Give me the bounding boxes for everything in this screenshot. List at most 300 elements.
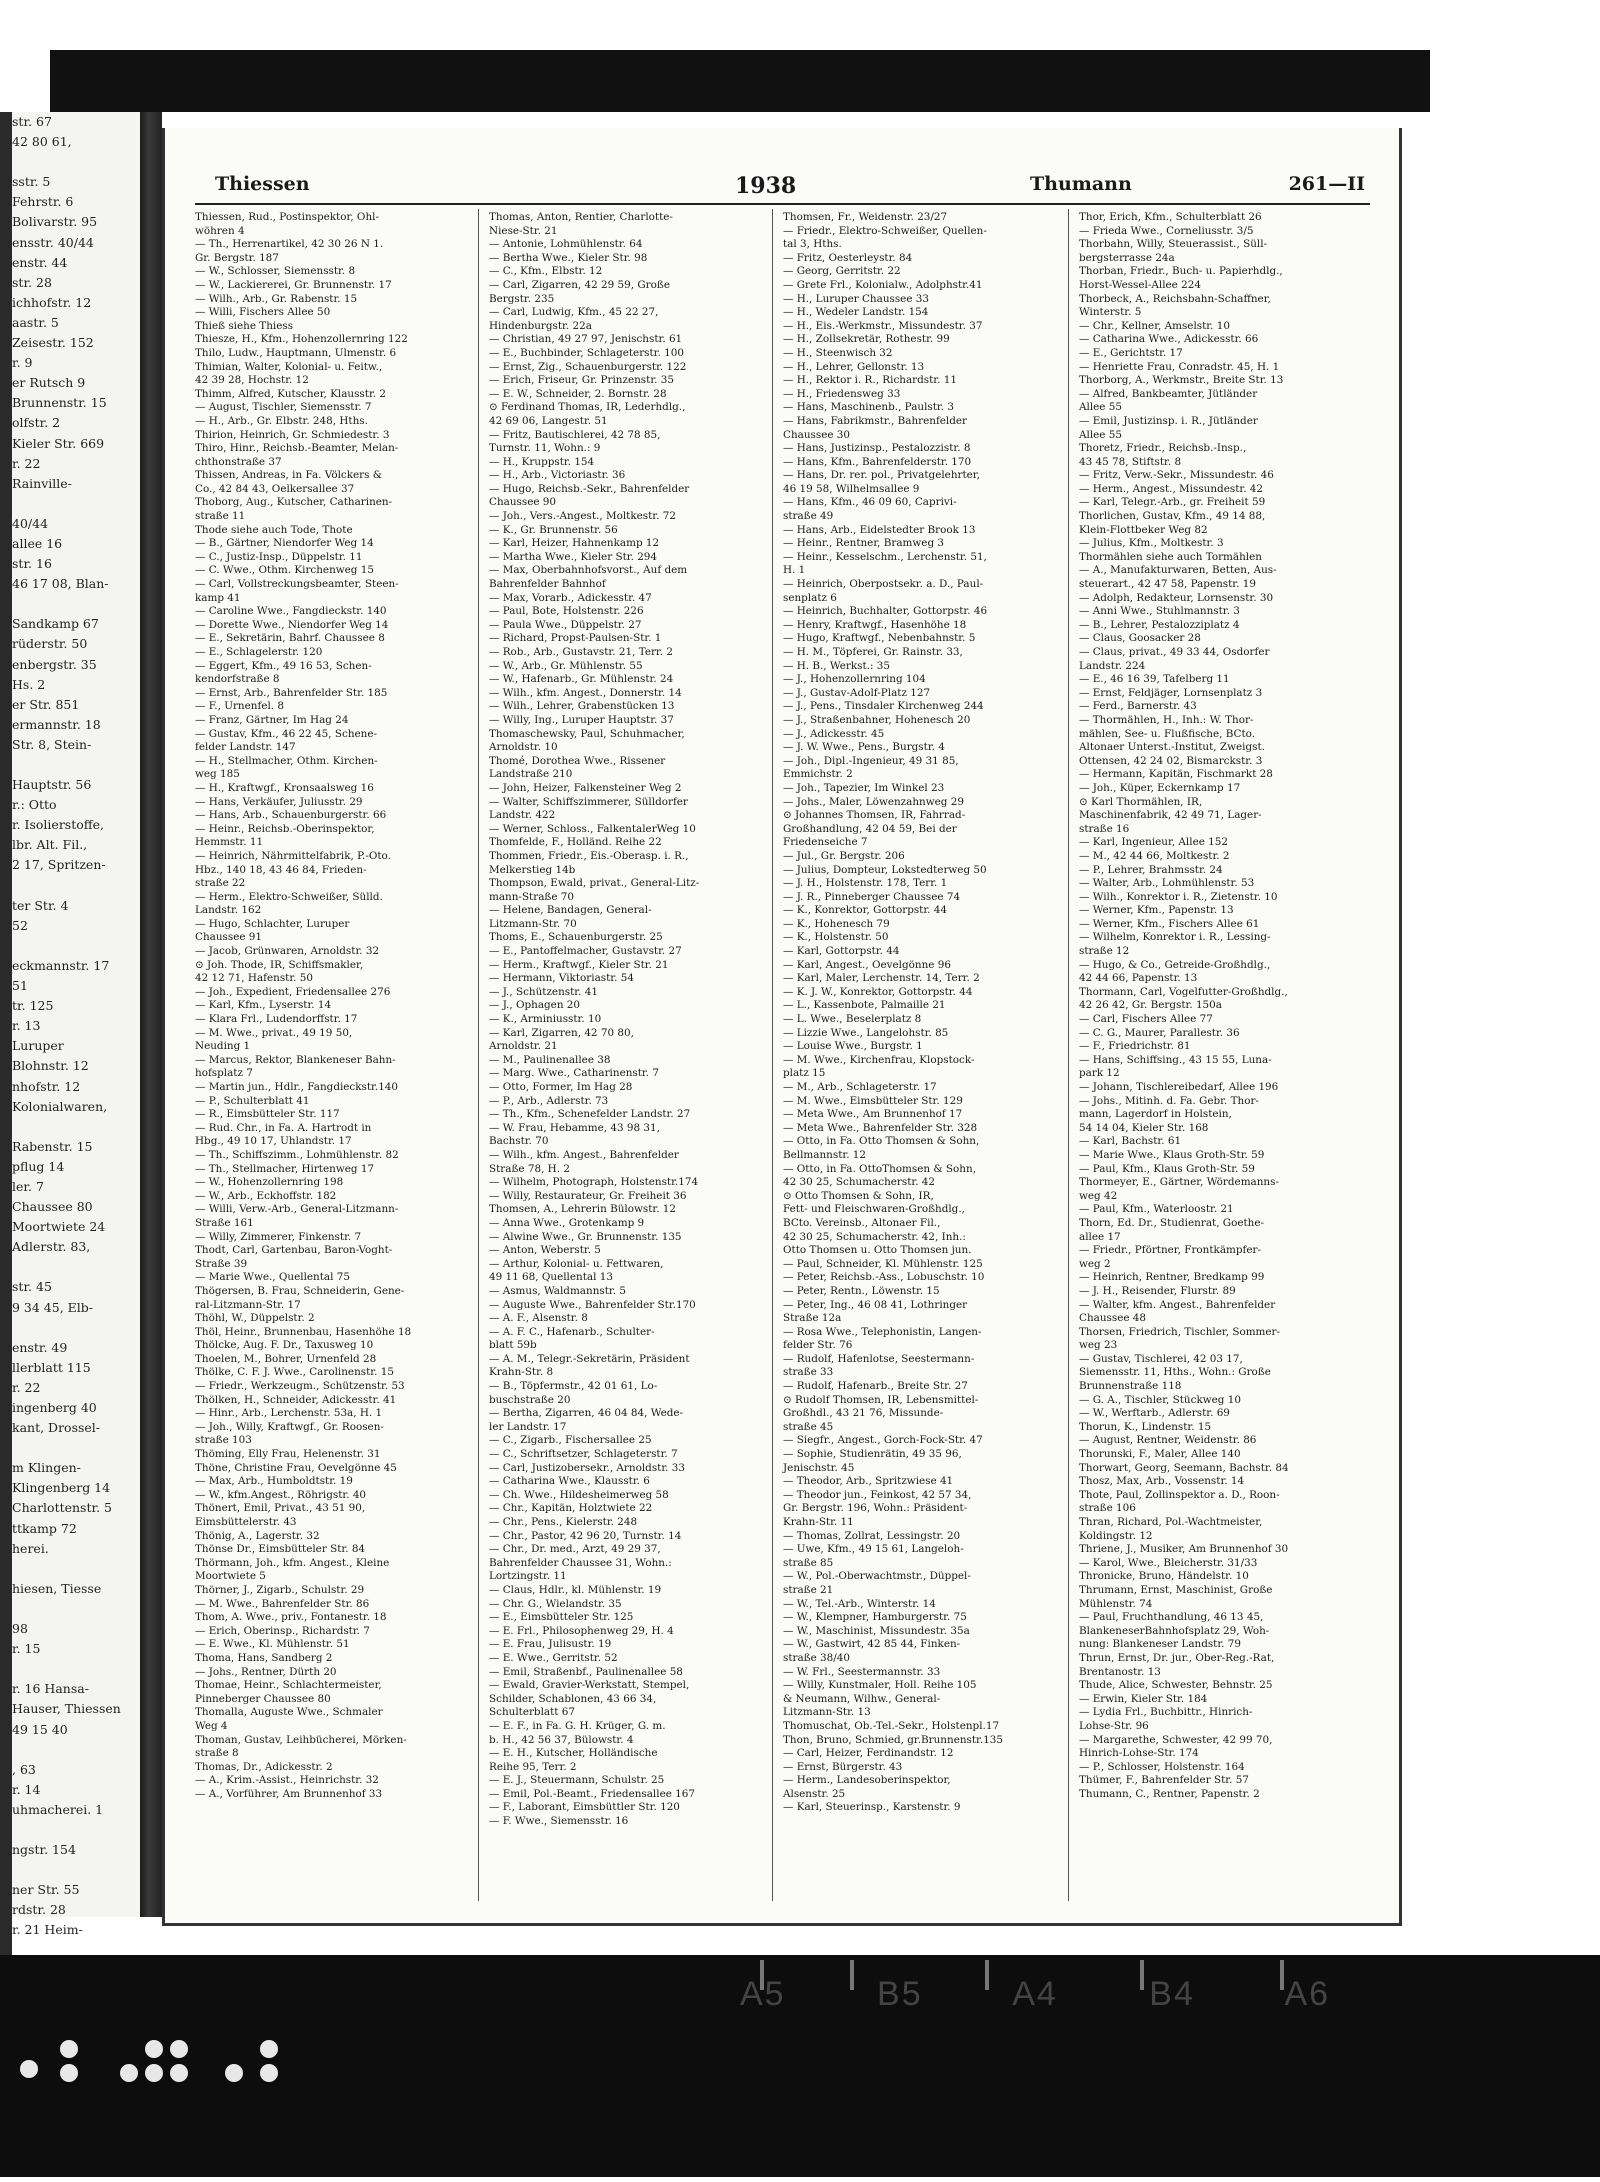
directory-entry: Winterstr. 5 [1079, 306, 1142, 319]
left-page-line: Bolivarstr. 95 [12, 214, 98, 230]
directory-entry: Bellmannstr. 12 [783, 1148, 867, 1161]
directory-entry: 42 44 66, Papenstr. 13 [1079, 972, 1198, 985]
directory-entry: — Paul, Bote, Holstenstr. 226 [489, 605, 644, 618]
perforation-dot [145, 2064, 163, 2082]
directory-entry: — H., Friedensweg 33 [783, 387, 901, 400]
directory-entry: — W., Pol.-Oberwachtmstr., Düppel- [783, 1570, 971, 1583]
directory-entry: — Claus, Goosacker 28 [1079, 632, 1201, 645]
directory-entry: Alsenstr. 25 [783, 1787, 846, 1800]
directory-entry: — Th., Kfm., Schenefelder Landstr. 27 [489, 1108, 691, 1121]
directory-entry: — F., Laborant, Eimsbüttler Str. 120 [489, 1801, 680, 1814]
directory-entry: — Julius, Kfm., Moltkestr. 3 [1079, 537, 1224, 550]
directory-entry: — M. Wwe., privat., 49 19 50, [195, 1026, 353, 1039]
directory-entry: — Ch. Wwe., Hildesheimerweg 58 [489, 1488, 669, 1501]
directory-entry: — Theodor, Arb., Spritzwiese 41 [783, 1475, 954, 1488]
directory-entry: Thönig, A., Lagerstr. 32 [195, 1529, 320, 1542]
directory-entry: — W., Hohenzollernring 198 [195, 1176, 344, 1189]
directory-entry: — C., Schriftsetzer, Schlageterstr. 7 [489, 1448, 678, 1461]
directory-entry: — Hugo, Reichsb.-Sekr., Bahrenfelder [489, 482, 690, 495]
directory-entry: — W., Schlosser, Siemensstr. 8 [195, 265, 356, 278]
directory-entry: — J., Straßenbahner, Hohenesch 20 [783, 713, 971, 726]
left-page-line: ler. 7 [12, 1178, 44, 1194]
directory-entry: — Hans, Fabrikmstr., Bahrenfelder [783, 414, 968, 427]
directory-entry: — E., Buchbinder, Schlageterstr. 100 [489, 346, 684, 359]
directory-entry: Thomaschewsky, Paul, Schuhmacher, [489, 727, 685, 740]
directory-entry: Melkerstieg 14b [489, 863, 576, 876]
directory-entry: Thoretz, Friedr., Reichsb.-Insp., [1079, 442, 1247, 455]
directory-entry: — Bertha, Zigarren, 46 04 84, Wede- [489, 1407, 684, 1420]
directory-entry: Thorun, K., Lindenstr. 15 [1079, 1420, 1212, 1433]
directory-entry: — M. Wwe., Eimsbütteler Str. 129 [783, 1094, 963, 1107]
directory-entry: — Max, Oberbahnhofsvorst., Auf dem [489, 564, 688, 577]
left-page-line: Blohnstr. 12 [12, 1058, 89, 1074]
left-page-line: r. Isolierstoffe, [12, 817, 105, 833]
directory-entry: — G. A., Tischler, Stückweg 10 [1079, 1393, 1241, 1406]
directory-entry: — Franz, Gärtner, Im Hag 24 [195, 713, 349, 726]
left-page-line: Str. 8, Stein- [12, 736, 92, 752]
left-page-line [12, 936, 140, 956]
directory-entry: — Joh., Willy, Kraftwgf., Gr. Roosen- [195, 1420, 384, 1433]
directory-entry: ler Landstr. 17 [489, 1420, 567, 1433]
directory-entry: Thorbeck, A., Reichsbahn-Schaffner, [1079, 292, 1271, 305]
directory-entry: — Otto, Former, Im Hag 28 [489, 1081, 633, 1093]
directory-entry: — Hans, Dr. rer. pol., Privatgelehrter, [783, 469, 980, 482]
directory-entry: — F. Wwe., Siemensstr. 16 [489, 1815, 629, 1828]
directory-column-3 [783, 211, 1057, 1901]
directory-entry: — K. J. W., Konrektor, Gottorpstr. 44 [783, 985, 973, 998]
directory-entry: — Willy, Restaurateur, Gr. Freiheit 36 [489, 1189, 687, 1202]
directory-entry: — Ernst, Bürgerstr. 43 [783, 1760, 903, 1773]
directory-entry: Thosz, Max, Arb., Vossenstr. 14 [1079, 1475, 1245, 1488]
directory-entry: — Rosa Wwe., Telephonistin, Langen- [783, 1325, 982, 1338]
directory-entry: hofsplatz 7 [195, 1067, 253, 1080]
directory-entry: Thompson, Ewald, privat., General-Litz- [489, 877, 700, 890]
directory-entry: — H., Kraftwgf., Kronsaalsweg 16 [195, 781, 374, 794]
header-last-name: Thumann [1030, 173, 1132, 195]
directory-entry: Thorban, Friedr., Buch- u. Papierhdlg., [1079, 265, 1283, 278]
directory-entry: — Marg. Wwe., Catharinenstr. 7 [489, 1067, 659, 1080]
directory-entry: Landstraße 210 [489, 768, 573, 781]
directory-entry: Gr. Bergstr. 196, Wohn.: Präsident- [783, 1502, 968, 1515]
directory-entry: — Claus, privat., 49 33 44, Osdorfer [1079, 646, 1270, 658]
directory-entry: — A., Manufakturwaren, Betten, Aus- [1079, 564, 1277, 577]
directory-entry: — E. Wwe., Kl. Mühlenstr. 51 [195, 1638, 350, 1651]
directory-entry: — Henry, Kraftwgf., Hasenhöhe 18 [783, 618, 967, 631]
directory-entry: steuerart., 42 47 58, Papenstr. 19 [1079, 578, 1256, 591]
directory-entry: — Paul, Kfm., Waterloostr. 21 [1079, 1203, 1234, 1216]
directory-entry: — Willy, Kunstmaler, Holl. Reihe 105 [783, 1679, 977, 1692]
directory-entry: — Johs., Maler, Löwenzahnweg 29 [783, 795, 964, 808]
directory-entry: — M. Wwe., Kirchenfrau, Klopstock- [783, 1053, 975, 1066]
directory-entry: — Sophie, Studienrätin, 49 35 96, [783, 1448, 962, 1461]
directory-entry: — Fritz, Bautischlerei, 42 78 85, [489, 428, 661, 441]
directory-entry: — E. F., in Fa. G. H. Krüger, G. m. [489, 1719, 666, 1732]
directory-entry: mählen, See- u. Flußfische, BCto. [1079, 727, 1256, 740]
directory-entry: straße 12 [1079, 945, 1130, 958]
directory-entry: Thöne, Christine Frau, Oevelgönne 45 [195, 1461, 397, 1474]
directory-entry: Thrumann, Ernst, Maschinist, Große [1079, 1583, 1273, 1596]
left-page-line: hiesen, Tiesse [12, 1580, 102, 1596]
directory-entry: — W., Hafenarb., Gr. Mühlenstr. 24 [489, 673, 674, 686]
directory-entry: — Werner, Kfm., Fischers Allee 61 [1079, 917, 1260, 930]
directory-entry: — Emil, Pol.-Beamt., Friedensallee 167 [489, 1787, 696, 1800]
directory-entry: — Herm., Landesoberinspektor, [783, 1774, 951, 1787]
directory-entry: 42 30 25, Schumacherstr. 42, Inh.: [783, 1230, 966, 1243]
directory-entry: — C., Justiz-Insp., Düppelstr. 11 [195, 550, 363, 563]
left-page-line: r. 9 [12, 355, 33, 371]
left-page-line: Hauptstr. 56 [12, 777, 92, 793]
directory-entry: ⊙ Joh. Thode, IR, Schiffsmakler, [195, 958, 364, 971]
directory-entry: — Paul, Kfm., Klaus Groth-Str. 59 [1079, 1162, 1255, 1175]
directory-entry: 46 19 58, Wilhelmsallee 9 [783, 482, 920, 495]
directory-entry: — Walter, kfm. Angest., Bahrenfelder [1079, 1298, 1276, 1311]
directory-entry: H. 1 [783, 564, 806, 577]
directory-entry: Thrun, Ernst, Dr. jur., Ober-Reg.-Rat, [1079, 1651, 1275, 1664]
directory-entry: — Dorette Wwe., Niendorfer Weg 14 [195, 618, 389, 631]
directory-entry: Thiro, Hinr., Reichsb.-Beamter, Melan- [195, 442, 399, 455]
directory-entry: — Walter, Schiffszimmerer, Sülldorfer [489, 795, 688, 808]
directory-entry: — Marie Wwe., Klaus Groth-Str. 59 [1079, 1148, 1265, 1161]
directory-entry: Mühlenstr. 74 [1079, 1597, 1153, 1610]
directory-entry: — Hans, Kfm., Bahrenfelderstr. 170 [783, 455, 972, 468]
perforation-dot [60, 2064, 78, 2082]
book-spine [140, 112, 162, 1917]
left-page-line: Luruper [12, 1038, 64, 1054]
directory-entry: — M., Paulinenallee 38 [489, 1053, 611, 1066]
directory-entry: Thran, Richard, Pol.-Wachtmeister, [1079, 1516, 1263, 1528]
directory-entry: — Heinrich, Buchhalter, Gottorpstr. 46 [783, 605, 988, 618]
directory-entry: weg 185 [195, 768, 240, 781]
directory-entry: — August, Rentner, Weidenstr. 86 [1079, 1434, 1257, 1447]
directory-entry: — W., Werftarb., Adlerstr. 69 [1079, 1407, 1230, 1420]
directory-entry: Niese-Str. 21 [489, 224, 558, 237]
directory-entry: — Theodor jun., Feinkost, 42 57 34, [783, 1488, 972, 1501]
directory-entry: Thormählen siehe auch Tormählen [1079, 550, 1262, 563]
directory-entry: Lortzingstr. 11 [489, 1570, 567, 1583]
directory-entry: — Paula Wwe., Düppelstr. 27 [489, 618, 642, 631]
directory-entry: Landstr. 224 [1079, 659, 1146, 672]
directory-entry: Landstr. 422 [489, 809, 556, 822]
directory-entry: — Joh., Küper, Eckernkamp 17 [1079, 781, 1241, 794]
directory-entry: — Rudolf, Hafenarb., Breite Str. 27 [783, 1380, 968, 1393]
directory-entry: — E., Eimsbütteler Str. 125 [489, 1611, 634, 1624]
directory-entry: — Adolph, Redakteur, Lornsenstr. 30 [1079, 591, 1274, 604]
directory-entry: senplatz 6 [783, 591, 837, 604]
directory-entry: — Emil, Justizinsp. i. R., Jütländer [1079, 414, 1258, 427]
left-page-line: ingenberg 40 [12, 1400, 97, 1415]
directory-entry: — P., Schlosser, Holstenstr. 164 [1079, 1760, 1245, 1773]
directory-entry: — J., Schützenstr. 41 [489, 985, 598, 998]
directory-entry: — Karl, Telegr.-Arb., gr. Freiheit 59 [1079, 496, 1266, 509]
directory-entry: — Max, Arb., Humboldtstr. 19 [195, 1475, 353, 1488]
directory-entry: Thimian, Walter, Kolonial- u. Feitw., [195, 360, 383, 373]
directory-entry: Thor, Erich, Kfm., Schulterblatt 26 [1079, 211, 1262, 223]
directory-entry: straße 38/40 [783, 1651, 851, 1664]
directory-entry: Thoborg, Aug., Kutscher, Catharinen- [195, 496, 393, 509]
directory-entry: — E., Schlagelerstr. 120 [195, 646, 323, 658]
directory-entry: Horst-Wessel-Allee 224 [1079, 278, 1201, 291]
left-page-line [12, 1659, 140, 1679]
directory-entry: — J., Gustav-Adolf-Platz 127 [783, 686, 931, 699]
left-page-line [12, 876, 140, 896]
directory-entry: Thieß siehe Thiess [195, 319, 294, 332]
directory-entry: — Ernst, Zig., Schauenburgerstr. 122 [489, 360, 687, 373]
left-page-line [12, 152, 140, 172]
directory-entry: weg 42 [1079, 1189, 1118, 1202]
directory-column-4 [1079, 211, 1369, 1901]
directory-entry: — K., Arminiusstr. 10 [489, 1013, 602, 1026]
directory-entry: — W., Klempner, Hamburgerstr. 75 [783, 1611, 967, 1624]
directory-entry: — Lizzie Wwe., Langelohstr. 85 [783, 1026, 949, 1039]
directory-entry: — B., Lehrer, Pestalozziplatz 4 [1079, 618, 1240, 631]
directory-entry: ⊙ Johannes Thomsen, IR, Fahrrad- [783, 809, 966, 822]
directory-entry: — Julius, Dompteur, Lokstedterweg 50 [783, 863, 987, 876]
directory-entry: — Otto, in Fa. Otto Thomsen & Sohn, [783, 1135, 980, 1148]
left-page-line: ermannstr. 18 [12, 716, 101, 732]
left-page-line: ttkamp 72 [12, 1520, 77, 1536]
perforation-dot [120, 2064, 138, 2082]
left-page-line: enbergstr. 35 [12, 656, 97, 672]
left-page-line: 2 17, Spritzen- [12, 857, 106, 873]
directory-entry: — Frieda Wwe., Corneliusstr. 3/5 [1079, 224, 1254, 237]
left-page-line: Kieler Str. 669 [12, 435, 105, 451]
directory-entry: Thoms, E., Schauenburgerstr. 25 [489, 931, 663, 944]
directory-entry: Bachstr. 70 [489, 1135, 549, 1148]
directory-entry: — Herm., Elektro-Schweißer, Sülld. [195, 890, 383, 903]
directory-entry: — Karl, Angest., Oevelgönne 96 [783, 958, 951, 971]
directory-entry: — Antonie, Lohmühlenstr. 64 [489, 238, 643, 251]
directory-entry: — Gustav, Kfm., 46 22 45, Schene- [195, 727, 378, 740]
directory-entry: 54 14 04, Kieler Str. 168 [1079, 1121, 1209, 1134]
film-marker: B4 [1149, 1975, 1195, 2013]
left-page-line: ner Str. 55 [12, 1882, 80, 1898]
left-page-line: r. 14 [12, 1781, 41, 1797]
directory-page [162, 128, 1402, 1926]
directory-entry: — M., 42 44 66, Moltkestr. 2 [1079, 849, 1230, 862]
directory-entry: ⊙ Otto Thomsen & Sohn, IR, [783, 1189, 934, 1202]
directory-entry: Thomas, Anton, Rentier, Charlotte- [489, 211, 673, 223]
left-page-line [12, 1860, 140, 1880]
directory-entry: Thoma, Hans, Sandberg 2 [195, 1651, 333, 1664]
directory-entry: weg 23 [1079, 1339, 1118, 1352]
left-page-line: r. 16 Hansa- [12, 1681, 89, 1697]
directory-entry: Weg 4 [195, 1719, 228, 1732]
left-page-line: uhmacherei. 1 [12, 1801, 104, 1817]
directory-entry: Litzmann-Str. 13 [783, 1706, 871, 1719]
directory-entry: Thode siehe auch Tode, Thote [195, 523, 353, 536]
directory-entry: — W., Lackiererei, Gr. Brunnenstr. 17 [195, 278, 392, 291]
directory-entry: — Karl, Kfm., Lyserstr. 14 [195, 999, 332, 1012]
directory-entry: — Peter, Ing., 46 08 41, Lothringer [783, 1298, 968, 1311]
directory-entry: — W., Arb., Gr. Mühlenstr. 55 [489, 659, 643, 672]
directory-entry: Brentanostr. 13 [1079, 1665, 1161, 1678]
directory-entry: — Alwine Wwe., Gr. Brunnenstr. 135 [489, 1230, 682, 1243]
directory-entry: — J. W. Wwe., Pens., Burgstr. 4 [783, 741, 945, 754]
directory-entry: Thomsen, Fr., Weidenstr. 23/27 [783, 211, 948, 223]
directory-entry: — Heinrich, Oberpostsekr. a. D., Paul- [783, 578, 984, 591]
directory-entry: Thriene, J., Musiker, Am Brunnenhof 30 [1079, 1543, 1289, 1556]
left-page-line [12, 1438, 140, 1458]
directory-entry: — Hermann, Kapitän, Fischmarkt 28 [1079, 768, 1273, 781]
directory-entry: — Henriette Frau, Conradstr. 45, H. 1 [1079, 360, 1280, 373]
left-page-line: lbr. Alt. Fil., [12, 837, 88, 853]
directory-entry: — P., Schulterblatt 41 [195, 1094, 310, 1107]
left-page-line: Sandkamp 67 [12, 616, 99, 632]
directory-entry: Thirion, Heinrich, Gr. Schmiedestr. 3 [195, 428, 390, 441]
directory-entry: — Karol, Wwe., Bleicherstr. 31/33 [1079, 1556, 1258, 1569]
left-page-line: sstr. 5 [12, 174, 51, 190]
directory-entry: Koldingstr. 12 [1079, 1529, 1153, 1542]
directory-entry: — W., Arb., Eckhoffstr. 182 [195, 1189, 337, 1202]
directory-entry: Co., 42 84 43, Oelkersallee 37 [195, 482, 355, 495]
directory-entry: — Joh., Vers.-Angest., Moltkestr. 72 [489, 510, 676, 523]
directory-entry: felder Landstr. 147 [195, 741, 296, 754]
directory-entry: Thumann, C., Rentner, Papenstr. 2 [1079, 1787, 1260, 1800]
directory-entry: bergsterrasse 24a [1079, 251, 1175, 264]
directory-entry: tal 3, Hths. [783, 238, 842, 251]
directory-entry: — J., Adickesstr. 45 [783, 727, 885, 740]
left-page-line [12, 1318, 140, 1338]
directory-entry: — Louise Wwe., Burgstr. 1 [783, 1040, 923, 1053]
directory-entry: straße 49 [783, 510, 834, 523]
directory-entry: Straße 78, H. 2 [489, 1162, 570, 1175]
directory-entry: — Heinrich, Rentner, Bredkamp 99 [1079, 1271, 1265, 1284]
left-page-line: Fehrstr. 6 [12, 194, 74, 210]
header-first-name: Thiessen [215, 173, 310, 195]
directory-entry: Thorsen, Friedrich, Tischler, Sommer- [1079, 1325, 1281, 1338]
directory-entry: — Rob., Arb., Gustavstr. 21, Terr. 2 [489, 646, 673, 658]
directory-entry: — Ferd., Barnerstr. 43 [1079, 700, 1197, 713]
directory-entry: — Gustav, Tischlerei, 42 03 17, [1079, 1352, 1243, 1365]
left-page-line: 98 [12, 1621, 28, 1637]
directory-entry: felder Str. 76 [783, 1339, 853, 1352]
directory-entry: Gr. Bergstr. 187 [195, 251, 279, 264]
directory-entry: — Carl, Zigarren, 42 29 59, Große [489, 278, 670, 291]
directory-entry: Ottensen, 42 24 02, Bismarckstr. 3 [1079, 754, 1263, 767]
directory-entry: ⊙ Ferdinand Thomas, IR, Lederhdlg., [489, 401, 686, 414]
directory-entry: — Carl, Heizer, Ferdinandstr. 12 [783, 1747, 954, 1760]
directory-entry: Thomas, Dr., Adickesstr. 2 [195, 1760, 333, 1773]
directory-entry: 49 11 68, Quellental 13 [489, 1271, 613, 1284]
directory-entry: Pinneberger Chaussee 80 [195, 1692, 331, 1705]
directory-entry: Klein-Flottbeker Weg 82 [1079, 523, 1208, 536]
directory-entry: — A. M., Telegr.-Sekretärin, Präsident [489, 1352, 690, 1365]
directory-entry: — Wilhelm, Photograph, Holstenstr.174 [489, 1176, 699, 1189]
directory-entry: — Arthur, Kolonial- u. Fettwaren, [489, 1257, 664, 1270]
directory-entry: wöhren 4 [195, 224, 245, 237]
left-page-line: 9 34 45, Elb- [12, 1299, 94, 1315]
directory-entry: Jenischstr. 45 [783, 1461, 855, 1474]
directory-entry: Thom, A. Wwe., priv., Fontanestr. 18 [195, 1611, 387, 1624]
directory-entry: — W., Maschinist, Missundestr. 35a [783, 1624, 970, 1637]
directory-entry: — W., Tel.-Arb., Winterstr. 14 [783, 1597, 936, 1610]
left-page-line: Kolonialwaren, [12, 1098, 108, 1114]
left-page-line: er Str. 851 [12, 696, 80, 712]
directory-entry: Bergstr. 235 [489, 292, 555, 305]
directory-entry: — E. J., Steuermann, Schulstr. 25 [489, 1774, 665, 1787]
directory-entry: — Karl, Bachstr. 61 [1079, 1135, 1182, 1148]
directory-entry: Thomfelde, F., Holländ. Reihe 22 [489, 836, 662, 849]
film-border-left [0, 112, 12, 1955]
directory-entry: straße 85 [783, 1556, 834, 1569]
directory-entry: — Johs., Mitinh. d. Fa. Gebr. Thor- [1079, 1094, 1259, 1107]
directory-entry: — C., Zigarb., Fischersallee 25 [489, 1434, 652, 1447]
directory-entry: mann, Lagerdorf in Holstein, [1079, 1108, 1232, 1121]
directory-entry: — Chr., Dr. med., Arzt, 49 29 37, [489, 1543, 661, 1556]
directory-entry: — Chr., Kellner, Amselstr. 10 [1079, 319, 1230, 332]
directory-entry: — P., Lehrer, Brahmsstr. 24 [1079, 863, 1223, 876]
directory-entry: Thissen, Andreas, in Fa. Völckers & [195, 469, 383, 482]
directory-entry: — Werner, Kfm., Papenstr. 13 [1079, 904, 1234, 917]
directory-entry: — Heinr., Kesselschm., Lerchenstr. 51, [783, 550, 987, 563]
directory-entry: — J. H., Holstenstr. 178, Terr. 1 [783, 877, 948, 890]
directory-entry: — Rudolf, Hafenlotse, Seestermann- [783, 1352, 975, 1365]
directory-entry: — Paul, Fruchthandlung, 46 13 45, [1079, 1611, 1264, 1624]
directory-entry: — Friedr., Pförtner, Frontkämpfer- [1079, 1244, 1262, 1257]
directory-entry: ral-Litzmann-Str. 17 [195, 1298, 301, 1311]
left-page-line [12, 594, 140, 614]
directory-entry: — Hans, Arb., Schauenburgerstr. 66 [195, 809, 387, 822]
column-divider [1068, 209, 1069, 1901]
left-page-line: llerblatt 115 [12, 1359, 91, 1375]
directory-entry: Bahrenfelder Chaussee 31, Wohn.: [489, 1556, 672, 1569]
directory-entry: — H., Arb., Victoriastr. 36 [489, 469, 626, 482]
directory-entry: Thon, Bruno, Schmied, gr.Brunnenstr.135 [783, 1733, 1004, 1746]
directory-entry: — Marie Wwe., Quellental 75 [195, 1271, 350, 1284]
directory-entry: straße 33 [783, 1366, 834, 1379]
directory-entry: — M., Arb., Schlageterstr. 17 [783, 1081, 937, 1093]
directory-entry: Reihe 95, Terr. 2 [489, 1760, 577, 1773]
directory-entry: — E. Wwe., Gerritstr. 52 [489, 1651, 618, 1664]
directory-entry: 42 69 06, Langestr. 51 [489, 414, 608, 427]
directory-entry: — Wilh., Konrektor i. R., Zietenstr. 10 [1079, 890, 1278, 903]
directory-entry: Arnoldstr. 10 [489, 741, 558, 754]
directory-entry: Thorn, Ed. Dr., Studienrat, Goethe- [1079, 1216, 1265, 1229]
left-page-line: 46 17 08, Blan- [12, 576, 109, 592]
directory-entry: Arnoldstr. 21 [489, 1040, 558, 1053]
directory-entry: — Th., Stellmacher, Hirtenweg 17 [195, 1162, 375, 1175]
directory-entry: — Claus, Hdlr., kl. Mühlenstr. 19 [489, 1583, 662, 1596]
directory-entry: — Uwe, Kfm., 49 15 61, Langeloh- [783, 1543, 964, 1556]
directory-entry: — Hans, Justizinsp., Pestalozzistr. 8 [783, 442, 971, 455]
directory-entry: — E., Sekretärin, Bahrf. Chaussee 8 [195, 632, 385, 645]
directory-entry: Thörner, J., Zigarb., Schulstr. 29 [195, 1583, 365, 1596]
directory-entry: — Karl, Zigarren, 42 70 80, [489, 1026, 634, 1039]
directory-entry: — H., Arb., Gr. Elbstr. 248, Hths. [195, 414, 368, 427]
perforation-dot [60, 2040, 78, 2058]
directory-entry: — Wilh., kfm. Angest., Bahrenfelder [489, 1148, 679, 1161]
directory-entry: Krahn-Str. 8 [489, 1366, 554, 1379]
directory-entry: straße 21 [783, 1583, 834, 1596]
directory-entry: — Chr., Pens., Kielerstr. 248 [489, 1516, 638, 1528]
directory-entry: — Chr., Pastor, 42 96 20, Turnstr. 14 [489, 1529, 682, 1542]
directory-entry: — Carl, Ludwig, Kfm., 45 22 27, [489, 306, 659, 319]
directory-entry: Thoelen, M., Bohrer, Urnenfeld 28 [195, 1352, 377, 1365]
left-page-line: olfstr. 2 [12, 415, 61, 431]
perforation-dot [145, 2040, 163, 2058]
directory-entry: — Thormählen, H., Inh.: W. Thor- [1079, 713, 1254, 726]
left-page-line: str. 28 [12, 274, 52, 290]
left-page-line: Charlottenstr. 5 [12, 1500, 112, 1516]
directory-entry: — Paul, Schneider, Kl. Mühlenstr. 125 [783, 1257, 983, 1270]
left-page-line: kant, Drossel- [12, 1420, 101, 1436]
directory-entry: — Lydia Frl., Buchbittr., Hinrich- [1079, 1706, 1253, 1719]
left-page-line [12, 1599, 140, 1619]
directory-entry: — B., Gärtner, Niendorfer Weg 14 [195, 537, 374, 550]
directory-entry: — H., Eis.-Werkmstr., Missundestr. 37 [783, 319, 983, 332]
directory-entry: buschstraße 20 [489, 1393, 571, 1406]
directory-entry: — Joh., Dipl.-Ingenieur, 49 31 85, [783, 754, 959, 767]
